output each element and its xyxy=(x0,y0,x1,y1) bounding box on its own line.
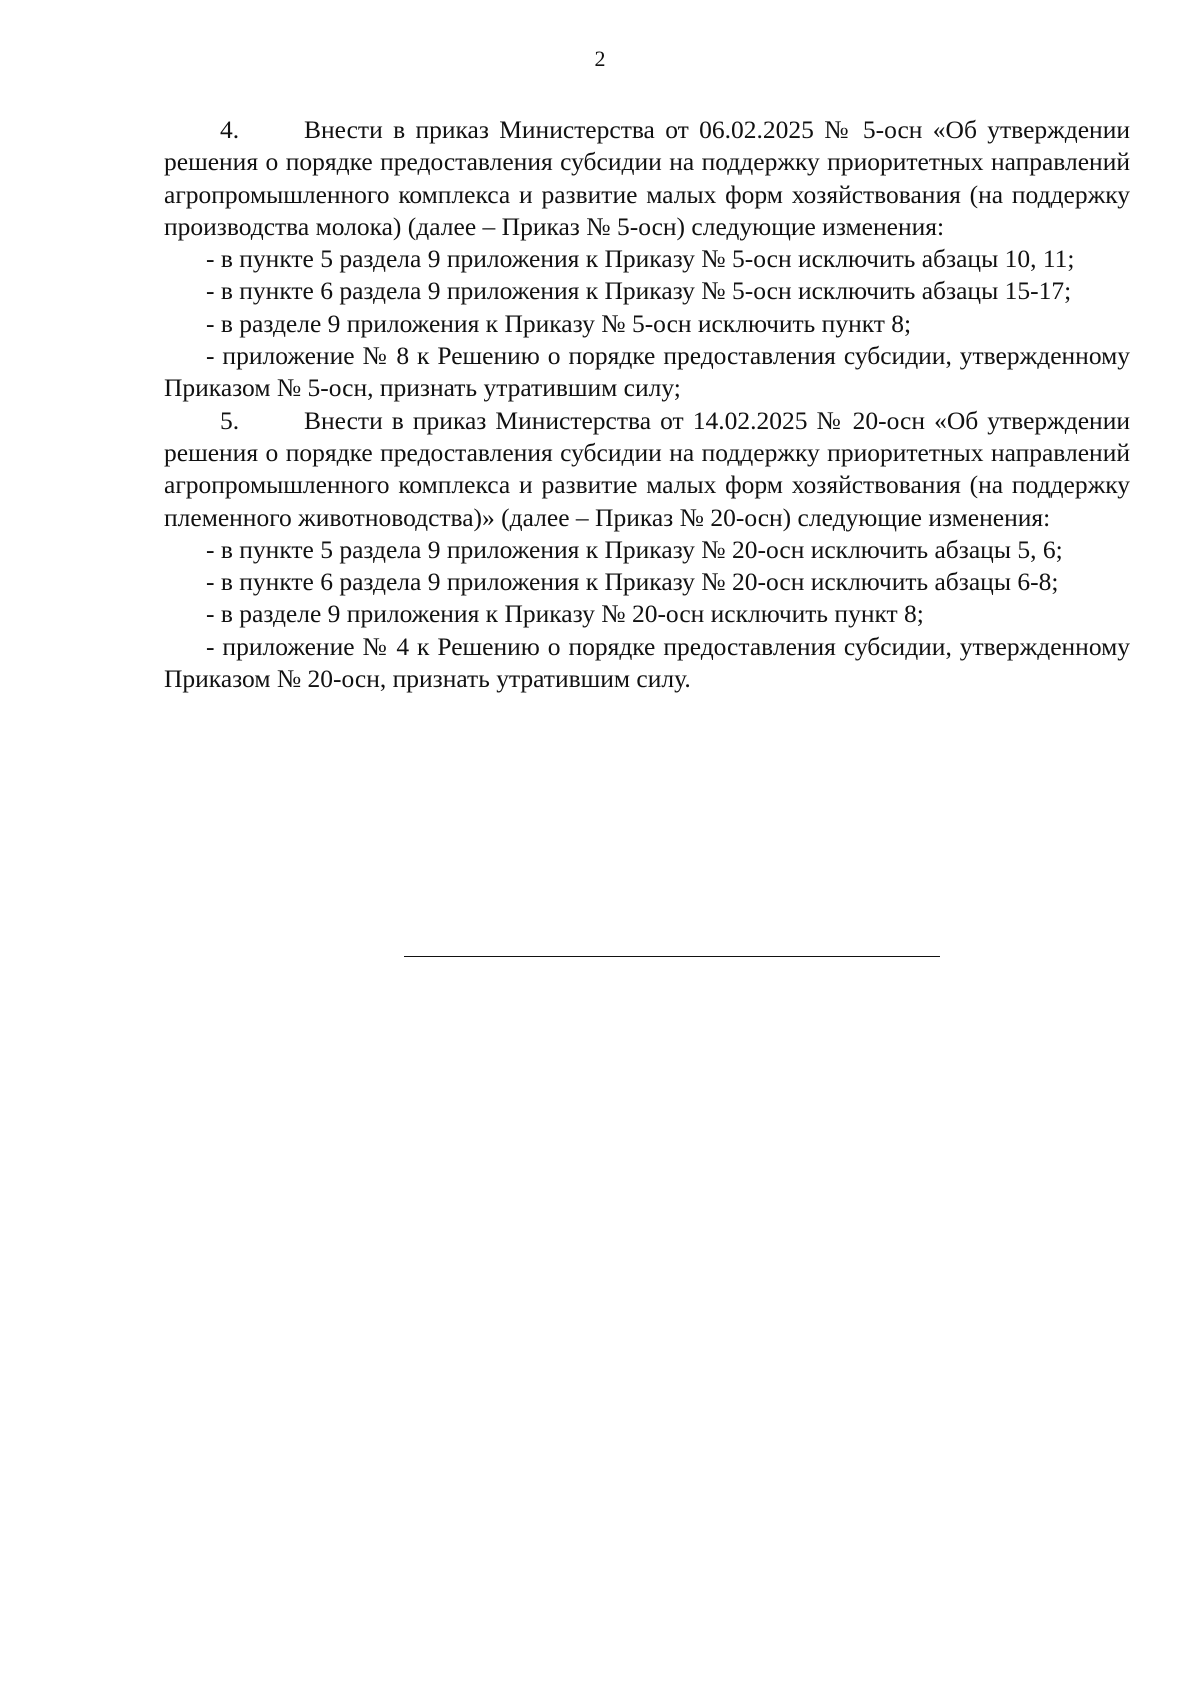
page-number: 2 xyxy=(594,46,606,71)
numbered-paragraph-4 xyxy=(164,114,1130,243)
paragraph-text: Внести в приказ Министерства от 14.02.2025 № 20-осн «Об утверждении решения о порядке предоставления субсидии на поддержку приоритетных направлений агропромышленного комплекса и развитие малых форм хозяйствования (на поддержку племенного животноводства)» (далее – Приказ № 20-осн) следующие изменения: xyxy=(164,405,1130,532)
paragraph-text: Внести в приказ Министерства от 06.02.2025 № 5-осн «Об утверждении решения о порядке предоставления субсидии на поддержку приоритетных направлений агропромышленного комплекса и развитие малых форм хозяйствования (на поддержку производства молока) (далее – Приказ № 5-осн) следующие изменения: xyxy=(164,115,1130,241)
paragraph-number: 5. xyxy=(220,405,240,435)
paragraph-number: 4. xyxy=(220,115,240,144)
amendment-item: - в пункте 6 раздела 9 приложения к Приказу № 20-осн исключить абзацы 6-8; xyxy=(206,567,1059,597)
document-body xyxy=(164,114,1130,695)
numbered-paragraph-5 xyxy=(164,405,1130,534)
amendment-item: - приложение № 8 к Решению о порядке предоставления субсидии, утвержденному Приказом № 5-осн, признать утратившим силу; xyxy=(164,341,1130,403)
amendment-item: - в пункте 5 раздела 9 приложения к Приказу № 5-осн исключить абзацы 10, 11; xyxy=(206,244,1075,274)
amendment-item: - в разделе 9 приложения к Приказу № 5-осн исключить пункт 8; xyxy=(206,308,912,338)
amendment-item: - в пункте 6 раздела 9 приложения к Приказу № 5-осн исключить абзацы 15-17; xyxy=(206,276,1072,306)
closing-separator-line xyxy=(404,956,940,957)
amendment-item: - в разделе 9 приложения к Приказу № 20-осн исключить пункт 8; xyxy=(206,599,924,629)
amendment-item: - в пункте 5 раздела 9 приложения к Приказу № 20-осн исключить абзацы 5, 6; xyxy=(206,534,1063,564)
amendment-item: - приложение № 4 к Решению о порядке предоставления субсидии, утвержденному Приказом № 20-осн, признать утратившим силу. xyxy=(164,631,1130,694)
